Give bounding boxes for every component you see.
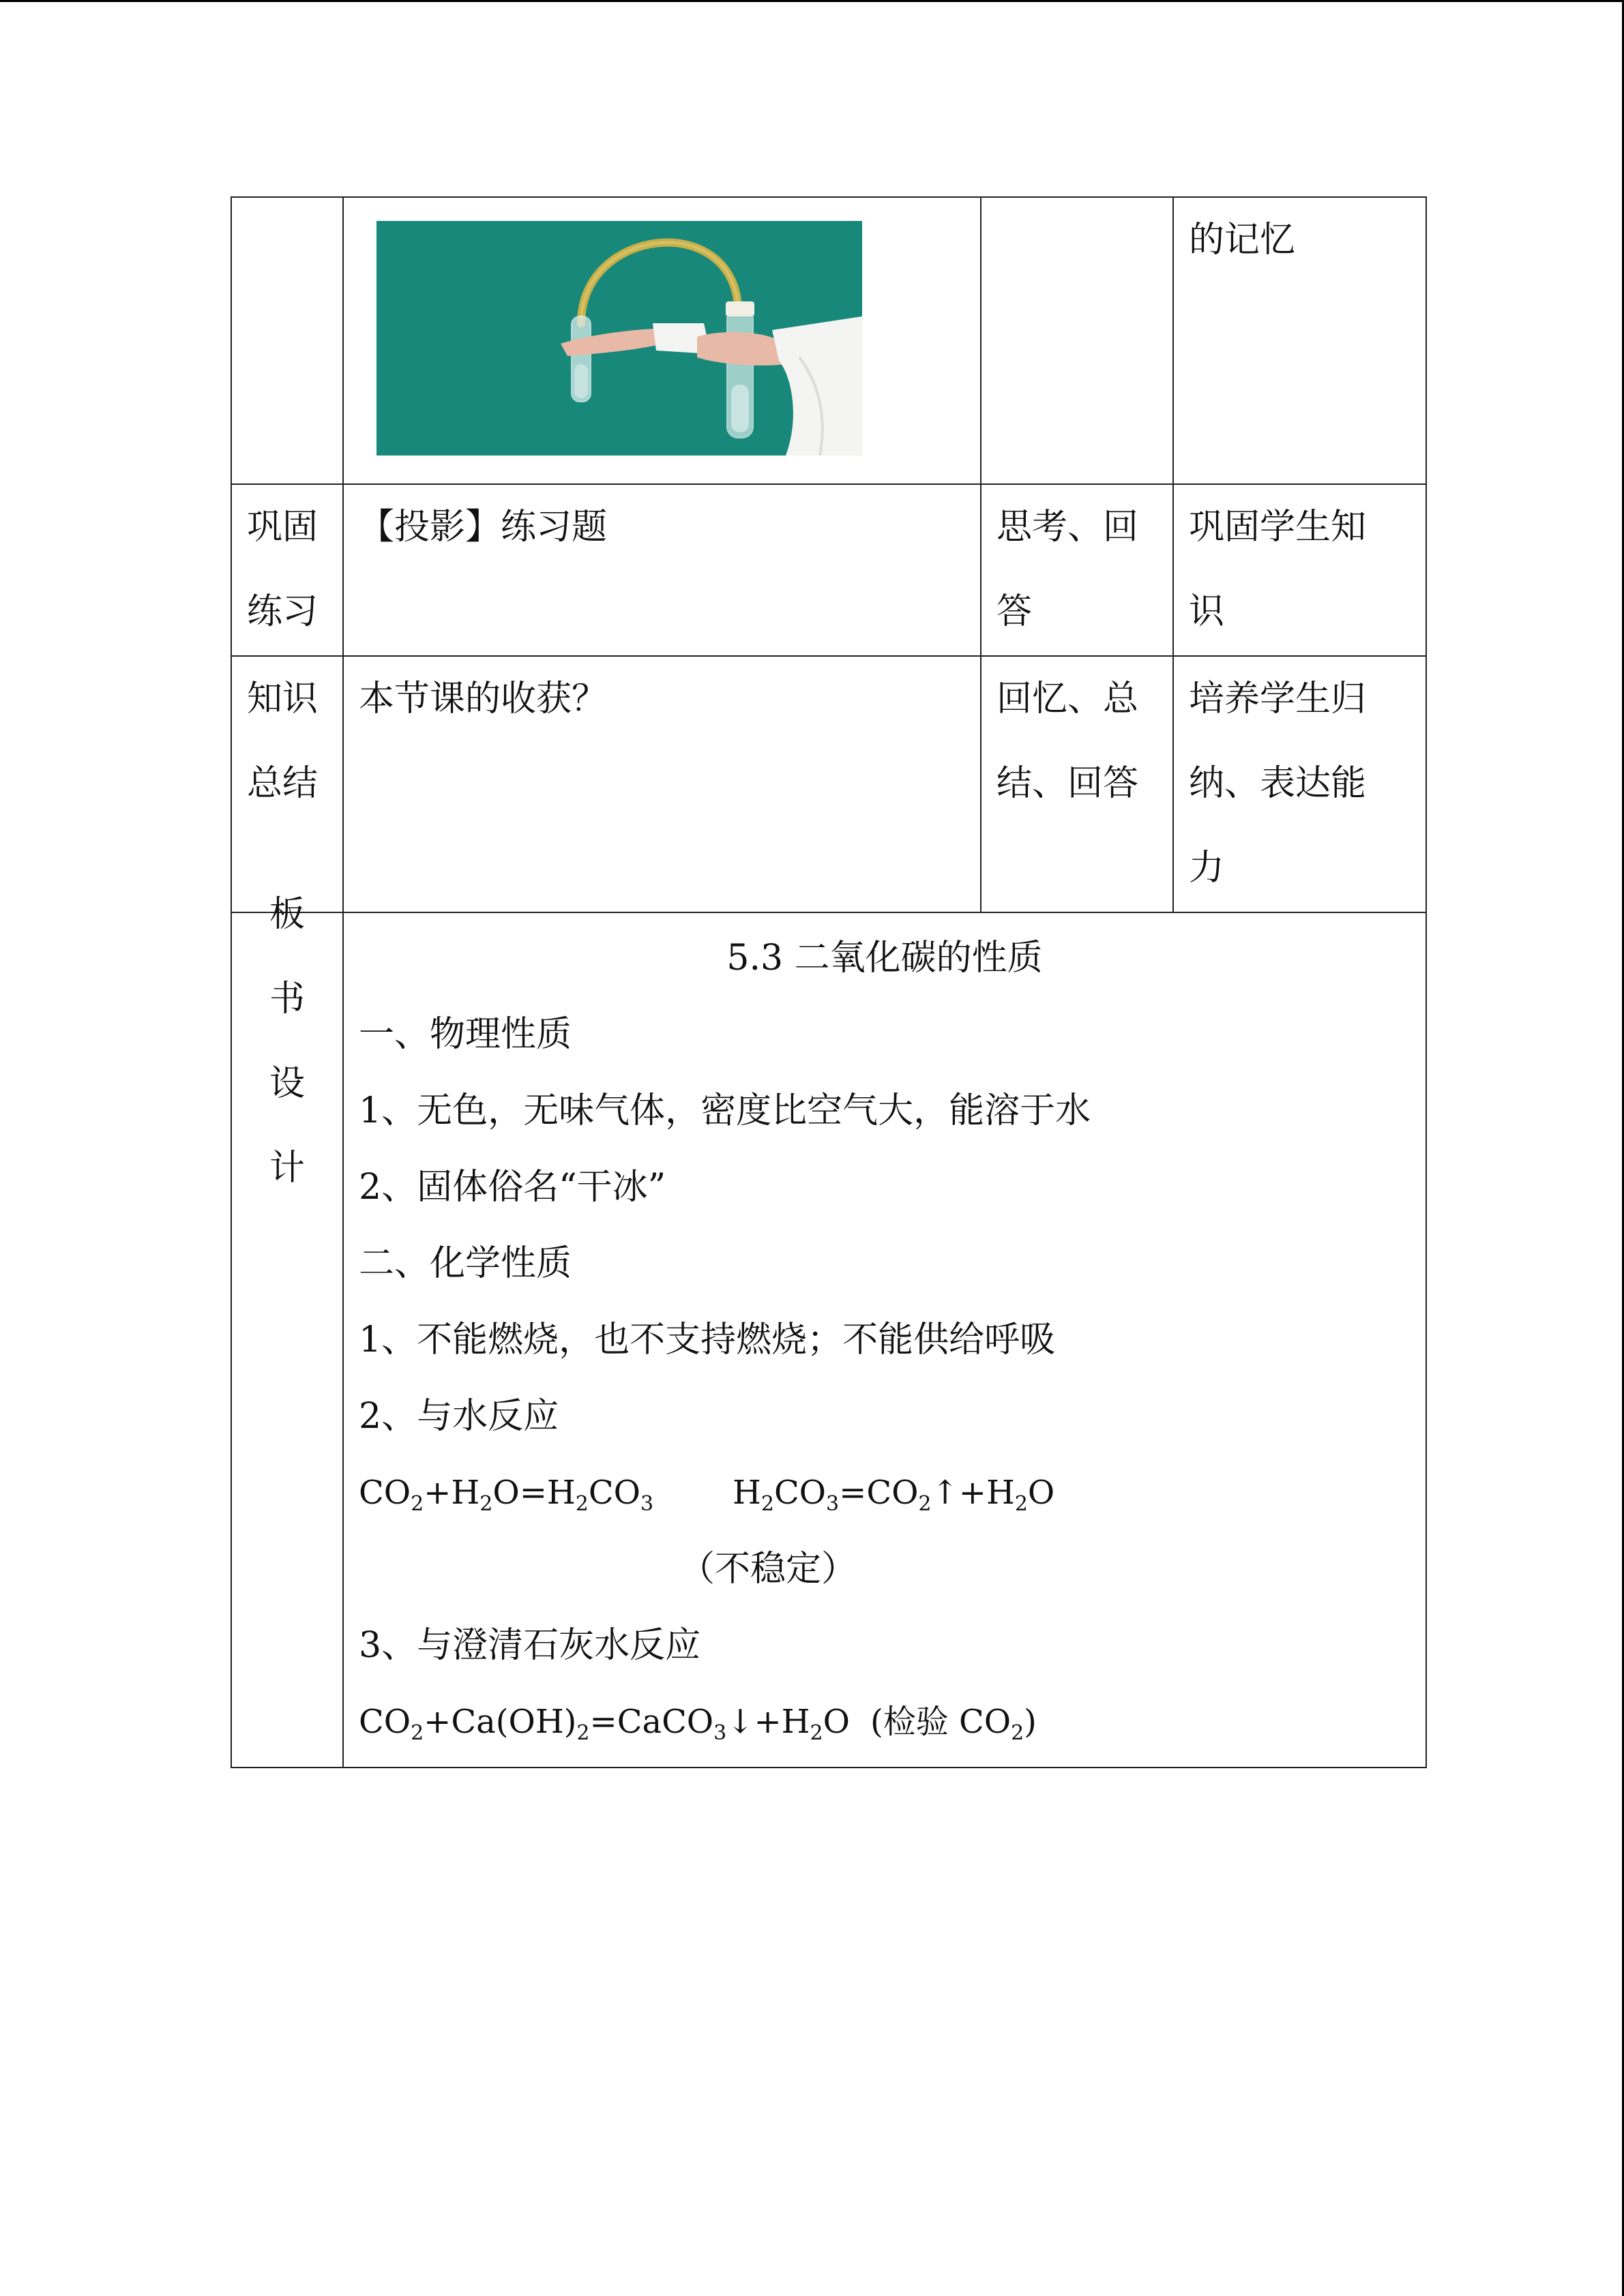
table-row-board-design — [231, 912, 1426, 1768]
stage-label-line2: 练习 — [247, 591, 319, 632]
intent-cell — [1173, 197, 1426, 484]
table-row-summary — [231, 656, 1426, 912]
board-label-char: 板 — [269, 894, 305, 935]
student-activity-cell — [981, 656, 1173, 912]
equation-limewater: $CO_2+Ca(OH)_2=CaCO_3↓+H_2O$ — [359, 1703, 850, 1745]
table-row-experiment-photo — [231, 197, 1426, 484]
stage-label-line1: 巩固 — [247, 507, 319, 548]
photo-cell — [343, 197, 981, 484]
section-heading: 一、物理性质 — [359, 1014, 572, 1055]
page-top-border — [0, 0, 1624, 2]
lesson-plan-table — [231, 196, 1427, 1768]
teacher-activity-cell — [343, 484, 981, 656]
student-cell-empty — [981, 197, 1173, 484]
limewater-reaction-row — [359, 1684, 1411, 1760]
stage-label-line2: 总结 — [247, 763, 319, 804]
intent-line2: 识 — [1189, 591, 1225, 632]
board-item: 1、无色，无味气体，密度比空气大，能溶于水 — [359, 1090, 1091, 1131]
intent-line1: 巩固学生知 — [1189, 507, 1367, 548]
stage-label-line1: 知识 — [247, 679, 319, 719]
intent-line3: 力 — [1189, 848, 1225, 889]
unstable-note: （不稳定） — [679, 1549, 857, 1590]
intent-cell — [1173, 656, 1426, 912]
board-title: 5.3 二氧化碳的性质 — [726, 938, 1043, 979]
teacher-activity-cell — [343, 656, 981, 912]
experiment-illustration — [377, 221, 862, 456]
board-design-label-cell — [231, 894, 343, 1768]
intent-cell — [1173, 484, 1426, 656]
equation-co2-water: $CO_2+H_2O=H_2CO_3$ — [359, 1474, 654, 1516]
water-reaction-equations — [359, 1455, 1411, 1531]
student-activity-line1: 回忆、总 — [996, 679, 1139, 719]
board-item: 2、固体俗名“干冰” — [359, 1167, 666, 1208]
co2-test-note: (检验 $CO_2$) — [870, 1703, 1037, 1745]
board-item: 3、与澄清石灰水反应 — [359, 1625, 701, 1666]
student-activity-line2: 结、回答 — [996, 763, 1139, 804]
board-design-content — [343, 912, 1426, 1768]
equation-carbonic-decomposition: $H_2CO_3=CO_2↑+H_2O$ — [733, 1474, 1055, 1516]
teacher-activity-text: 本节课的收获？ — [359, 679, 608, 719]
intent-line2: 纳、表达能 — [1189, 763, 1367, 804]
board-label-char: 设 — [269, 1063, 305, 1104]
student-activity-cell — [981, 484, 1173, 656]
board-design-label — [269, 872, 305, 1210]
teacher-activity-text: 【投影】练习题 — [359, 507, 608, 548]
board-item: 1、不能燃烧，也不支持燃烧；不能供给呼吸 — [359, 1320, 1056, 1360]
experiment-photo — [377, 221, 862, 456]
table-row-consolidation — [231, 484, 1426, 656]
section-heading: 二、化学性质 — [359, 1243, 572, 1284]
board-item: 2、与水反应 — [359, 1396, 559, 1437]
intent-line1: 培养学生归 — [1189, 679, 1367, 719]
stage-cell-empty — [231, 197, 343, 484]
stage-cell — [231, 484, 343, 656]
intent-text: 的记忆 — [1189, 220, 1296, 260]
board-label-char: 计 — [269, 1148, 305, 1189]
unstable-note-row — [359, 1531, 1411, 1607]
student-activity-line1: 思考、回 — [996, 507, 1139, 548]
board-label-char: 书 — [269, 979, 305, 1019]
student-activity-line2: 答 — [996, 591, 1033, 632]
